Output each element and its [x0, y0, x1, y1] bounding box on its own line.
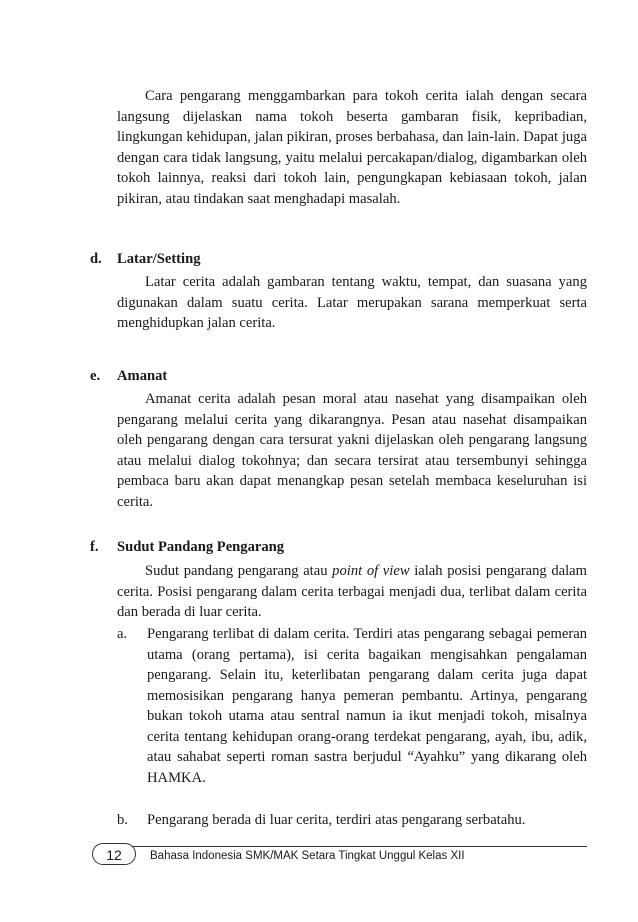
- intro-paragraph: Cara pengarang menggambarkan para tokoh cerita ialah dengan secara langsung dijelaskan nama tokoh beserta gambaran fisik, kepribadian, lingkungan kehidupan, jalan pikiran, proses berbahasa, dan lain-lain. Dapat juga dengan cara tidak langsung, yaitu melalui percakapan/dialog, digambarkan oleh tokoh lainnya, reaksi dari tokoh lain, pengungkapan kebiasaan tokoh, jalan pikiran, atau tindakan saat menghadapi masalah.: [117, 88, 587, 207]
- section-d-paragraph: Latar cerita adalah gambaran tentang waktu, tempat, dan suasana yang digunakan dalam suatu cerita. Latar merupakan sarana memperkuat serta menghidupkan jalan cerita.: [117, 274, 587, 331]
- section-f-paragraph-end: ialah posisi pengarang dalam cerita. Posisi pengarang dalam cerita terbagai menjadi dua, terlibat dalam cerita dan berada di luar cerita.: [117, 563, 587, 620]
- list-text-b: Pengarang berada di luar cerita, terdiri atas pengarang serbatahu.: [147, 812, 526, 828]
- section-e-letter: e.: [90, 368, 101, 384]
- footer-book-title: Bahasa Indonesia SMK/MAK Setara Tingkat Unggul Kelas XII: [150, 850, 465, 862]
- list-item-a: [117, 624, 587, 788]
- list-text-a: Pengarang terlibat di dalam cerita. Terdiri atas pengarang sebagai pemeran utama (orang pertama), isi cerita bagaikan mengisahkan pengalaman pengarang. Selain itu, keterlibatan pengarang dalam cerita juga dapat memosisikan pengarang hanya pemeran pembantu. Artinya, pengarang bukan tokoh utama atau sentral namun ia ikut menjadi tokoh, misalnya cerita tentang kehidupan orang-orang terdekat pengarang, ayah, ibu, adik, atau sahabat seperti roman sastra berjudul “Ayahku” yang dikarang oleh HAMKA.: [147, 626, 587, 786]
- section-f-paragraph: [117, 561, 587, 623]
- section-d-letter: d.: [90, 251, 102, 267]
- point-of-view-term: point of view: [332, 563, 410, 579]
- footer-rule: [127, 846, 587, 847]
- list-marker-a: a.: [117, 626, 128, 642]
- section-e-paragraph: Amanat cerita adalah pesan moral atau nasehat yang disampaikan oleh pengarang melalui cerita yang dikarangnya. Pesan atau nasehat disampaikan oleh pengarang dengan cara tersurat yakni dijelaskan oleh pengarang langsung atau melalui dialog tokohnya; dan secara tersirat atau tersembunyi sehingga pembaca baru akan dapat menangkap pesan setelah membaca keseluruhan isi cerita.: [117, 391, 587, 510]
- section-f-letter: f.: [90, 539, 99, 555]
- section-f-title: Sudut Pandang Pengarang: [117, 539, 285, 555]
- section-f-paragraph-start: Sudut pandang pengarang atau: [145, 563, 333, 579]
- page-number-badge: 12: [92, 843, 136, 865]
- section-e-title: Amanat: [117, 368, 168, 384]
- section-d-title: Latar/Setting: [117, 251, 201, 267]
- list-item-b: [117, 810, 587, 831]
- list-marker-b: b.: [117, 812, 128, 828]
